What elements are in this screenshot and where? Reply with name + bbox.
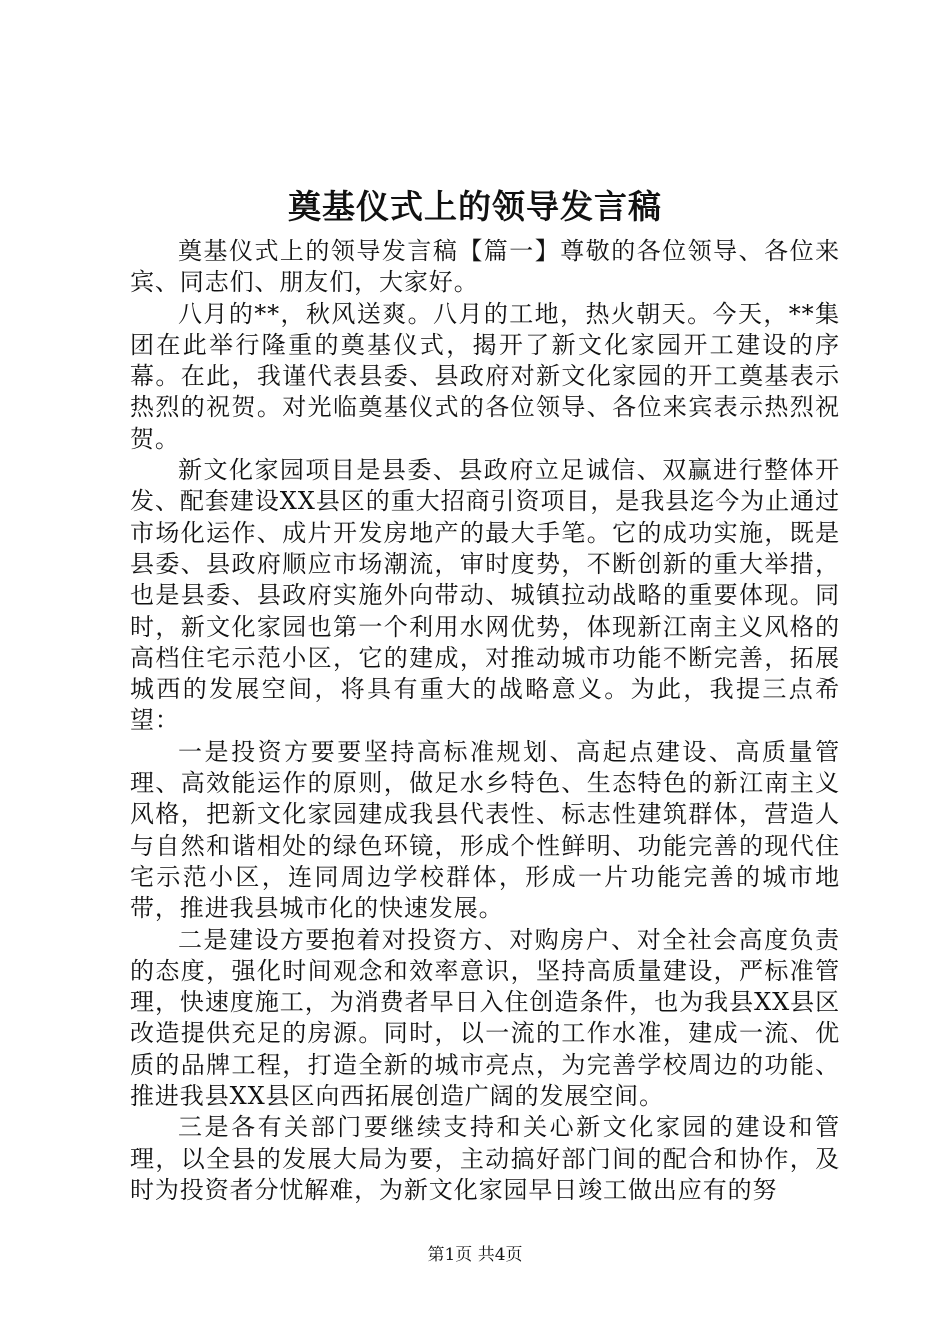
paragraph-5: 二是建设方要抱着对投资方、对购房户、对全社会高度负责的态度，强化时间观念和效率意识，坚持高质量建设，严标准管理，快速度施工，为消费者早日入住创造条件，也为我县XX县区改造提供充足的房源。同时，以一流的工作水准，建成一流、优质的品牌工程，打造全新的城市亮点，为完善学校周边的功能、推进我县XX县区向西拓展创造广阔的发展空间。	[130, 925, 840, 1111]
paragraph-6: 三是各有关部门要继续支持和关心新文化家园的建设和管理，以全县的发展大局为要，主动搞好部门间的配合和协作，及时为投资者分忧解难，为新文化家园早日竣工做出应有的努	[130, 1113, 840, 1204]
paragraph-4: 一是投资方要要坚持高标准规划、高起点建设、高质量管理、高效能运作的原则，做足水乡特色、生态特色的新江南主义风格，把新文化家园建成我县代表性、标志性建筑群体，营造人与自然和谐相处的绿色环镜，形成个性鲜明、功能完善的现代住宅示范小区，连同周边学校群体，形成一片功能完善的城市地带，推进我县城市化的快速发展。	[130, 737, 840, 923]
document-title: 奠基仪式上的领导发言稿	[288, 187, 662, 226]
page-number-footer: 第1页 共4页	[427, 1245, 523, 1265]
paragraph-2: 八月的**，秋风送爽。八月的工地，热火朝天。今天，**集团在此举行隆重的奠基仪式，揭开了新文化家园开工建设的序幕。在此，我谨代表县委、县政府对新文化家园的开工奠基表示热烈的祝贺。对光临奠基仪式的各位领导、各位来宾表示热烈祝贺。	[130, 299, 840, 453]
paragraph-1: 奠基仪式上的领导发言稿【篇一】尊敬的各位领导、各位来宾、同志们、朋友们，大家好。	[130, 237, 840, 297]
document-body	[130, 236, 840, 1206]
paragraph-3: 新文化家园项目是县委、县政府立足诚信、双赢进行整体开发、配套建设XX县区的重大招商引资项目，是我县迄今为止通过市场化运作、成片开发房地产的最大手笔。它的成功实施，既是县委、县政府顺应市场潮流，审时度势，不断创新的重大举措，也是县委、县政府实施外向带动、城镇拉动战略的重要体现。同时，新文化家园也第一个利用水网优势，体现新江南主义风格的高档住宅示范小区，它的建成，对推动城市功能不断完善，拓展城西的发展空间，将具有重大的战略意义。为此，我提三点希望：	[130, 456, 840, 735]
